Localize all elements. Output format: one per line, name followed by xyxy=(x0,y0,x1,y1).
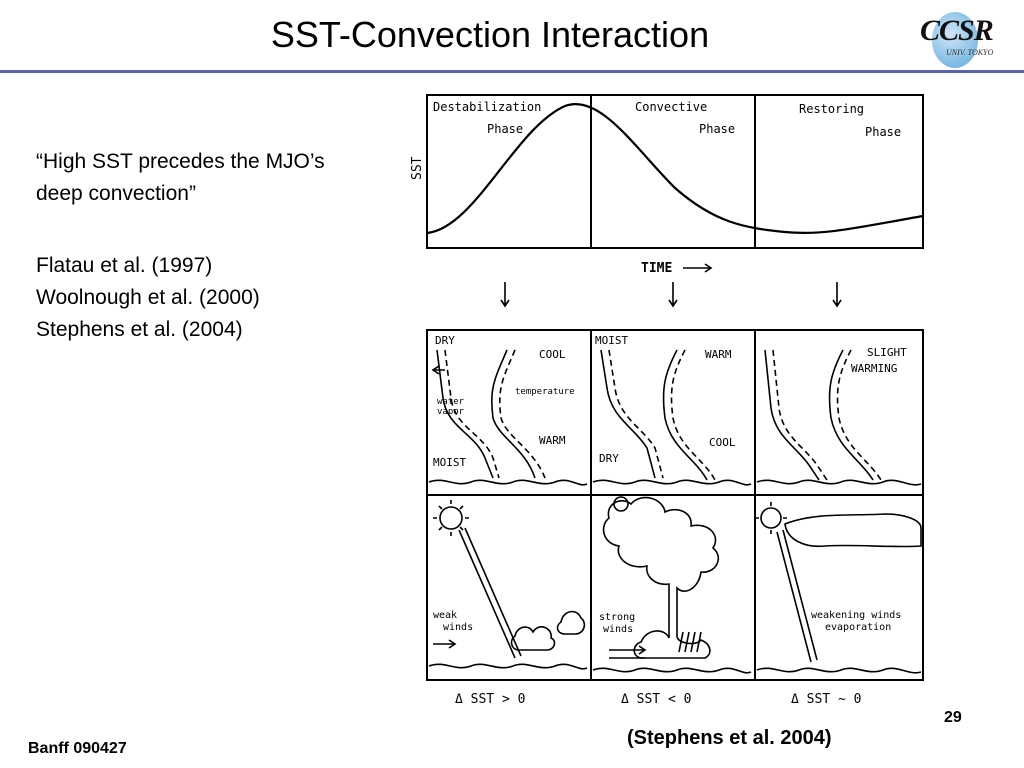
sun-icon xyxy=(755,502,787,534)
moisture-profile-line xyxy=(765,350,819,480)
scene-label: winds xyxy=(443,622,474,633)
scene-label: winds xyxy=(603,624,634,635)
profile-labels xyxy=(433,334,907,469)
wave-icon xyxy=(429,664,587,669)
temperature-profile-dashed xyxy=(672,350,716,480)
delta-sst-label: Δ SST > 0 xyxy=(455,692,526,707)
profile-label: DRY xyxy=(435,334,455,347)
profile-label: MOIST xyxy=(433,456,467,469)
sun-icon xyxy=(433,500,469,536)
profile-label: temperature xyxy=(515,387,575,397)
temperature-profile-dashed xyxy=(500,350,545,478)
phase-label: Convective xyxy=(635,100,708,114)
scene-label: strong xyxy=(599,612,636,623)
phase-label: Destabilization xyxy=(433,100,542,114)
title-divider xyxy=(0,70,1024,73)
reference-list xyxy=(36,250,366,346)
slide-title: SST-Convection Interaction xyxy=(270,14,710,55)
wave-icon xyxy=(429,480,587,485)
cloud-icon xyxy=(558,612,585,634)
time-axis-label: TIME xyxy=(641,261,673,276)
profile-label: MOIST xyxy=(595,334,629,347)
wind-arrow-icon xyxy=(433,640,455,648)
logo-text: CCSR xyxy=(920,14,993,47)
scene-label: weak xyxy=(433,610,458,621)
timeseries-frame xyxy=(427,95,923,248)
sun-icon xyxy=(614,497,628,511)
profile-label: COOL xyxy=(709,436,736,449)
scene-label: evaporation xyxy=(825,622,892,633)
delta-sst-label: Δ SST < 0 xyxy=(621,692,692,707)
profile-row xyxy=(429,350,921,485)
scene-row xyxy=(429,497,921,673)
reference-item: Stephens et al. (2004) xyxy=(36,318,243,341)
phase-label: Phase xyxy=(487,122,524,136)
delta-sst-label: Δ SST ~ 0 xyxy=(791,692,862,707)
wave-icon xyxy=(757,480,921,485)
profile-label: WARM xyxy=(539,434,566,447)
phase-label: Phase xyxy=(865,125,902,139)
stratiform-cloud-icon xyxy=(785,514,921,547)
profile-label: vapor xyxy=(437,407,465,417)
profile-label: WARMING xyxy=(851,362,898,375)
phase-label: Restoring xyxy=(799,102,865,116)
figure-caption: (Stephens et al. 2004) xyxy=(627,727,832,749)
temperature-profile-line xyxy=(492,350,535,478)
wave-icon xyxy=(757,668,921,673)
sst-timeseries-panel xyxy=(410,95,923,276)
reference-item: Flatau et al. (1997) xyxy=(36,254,213,277)
scene-label: weakening winds xyxy=(811,610,902,621)
logo-subtext: UNIV. TOKYO xyxy=(946,48,994,57)
page-number: 29 xyxy=(944,709,962,726)
reference-item: Woolnough et al. (2000) xyxy=(36,286,260,309)
profile-label: DRY xyxy=(599,452,619,465)
sunlight-beam xyxy=(777,530,817,662)
wave-icon xyxy=(593,668,751,673)
footer-text: Banff 090427 xyxy=(28,740,127,757)
down-arrows xyxy=(501,282,841,306)
cloud-icon xyxy=(512,627,555,650)
profile-label: water xyxy=(437,397,465,407)
moisture-profile-dashed xyxy=(773,350,827,480)
profile-label: SLIGHT xyxy=(867,346,907,359)
sst-convection-figure xyxy=(410,88,935,708)
profile-label: COOL xyxy=(539,348,566,361)
profile-label: WARM xyxy=(705,348,732,361)
quote-text: “High SST precedes the MJO’s deep convection” xyxy=(36,150,325,205)
down-arrow-icon xyxy=(501,282,509,306)
sst-axis-label: SST xyxy=(410,156,425,180)
wind-arrow-icon xyxy=(609,646,645,658)
down-arrow-icon xyxy=(669,282,677,306)
wave-icon xyxy=(593,480,751,485)
delta-sst-labels xyxy=(455,692,861,707)
phase-label: Phase xyxy=(699,122,736,136)
down-arrow-icon xyxy=(833,282,841,306)
time-arrow-icon xyxy=(683,264,711,272)
